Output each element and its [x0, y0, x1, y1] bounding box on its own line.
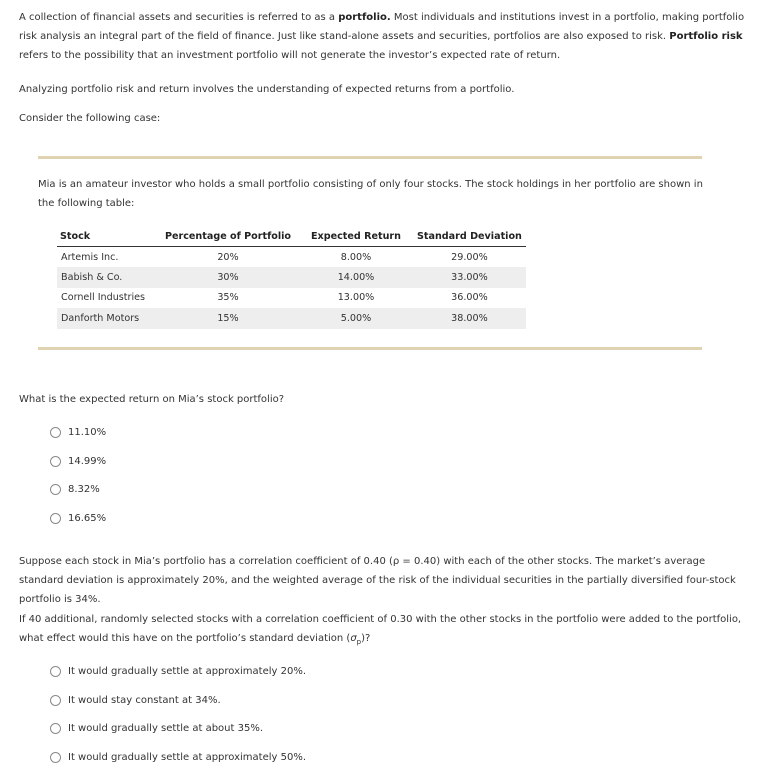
analysis-paragraph: Analyzing portfolio risk and return involves the understanding of expected returns from a portfolio. [19, 84, 515, 95]
header-standard-deviation: Standard Deviation [413, 227, 526, 247]
table-row [57, 308, 526, 329]
header-percentage: Percentage of Portfolio [157, 227, 299, 247]
radio-button-icon[interactable] [50, 513, 61, 524]
option-label: 11.10% [68, 426, 107, 438]
radio-button-icon[interactable] [50, 427, 61, 438]
cell-expected-return: 13.00% [337, 292, 375, 304]
cell-expected-return: 5.00% [299, 308, 413, 329]
question-text-end: )? [361, 633, 371, 644]
cell-percentage: 30% [157, 267, 299, 288]
cell-stock: Cornell Industries [61, 292, 146, 304]
cell-expected-return: 8.00% [340, 251, 372, 263]
option-label: It would gradually settle at about 35%. [68, 722, 264, 734]
q1-option-4[interactable] [50, 510, 106, 526]
q1-option-3[interactable] [50, 481, 100, 497]
table-header-row [57, 227, 526, 247]
consider-case-text: Consider the following case: [19, 113, 161, 124]
question-portfolio-std-dev [19, 610, 749, 648]
term-portfolio: portfolio. [338, 12, 391, 23]
intro-text-1: A collection of financial assets and securities is referred to as a [19, 12, 339, 23]
option-label: 8.32% [68, 483, 100, 495]
option-label: 16.65% [68, 512, 107, 524]
sigma-subscript: p [356, 638, 362, 646]
option-label: It would gradually settle at approximately 20%. [68, 665, 307, 677]
cell-standard-deviation: 38.00% [413, 308, 526, 329]
case-bottom-divider [38, 347, 702, 350]
cell-stock: Danforth Motors [57, 308, 157, 329]
header-stock: Stock [57, 227, 157, 247]
cell-percentage: 15% [157, 308, 299, 329]
radio-button-icon[interactable] [50, 723, 61, 734]
option-label: 14.99% [68, 455, 107, 467]
case-top-divider [38, 156, 702, 159]
radio-button-icon[interactable] [50, 695, 61, 706]
sigma-symbol: σ [350, 633, 357, 644]
q1-option-1[interactable] [50, 424, 106, 440]
table-row [57, 288, 526, 309]
question-expected-return: What is the expected return on Mia’s stock portfolio? [19, 394, 285, 405]
q1-option-2[interactable] [50, 453, 106, 469]
case-description: Mia is an amateur investor who holds a small portfolio consisting of only four stocks. The stock holdings in her portfolio are shown in the following table: [38, 179, 703, 209]
cell-stock: Babish & Co. [57, 267, 157, 288]
header-expected-return: Expected Return [299, 227, 413, 247]
cell-standard-deviation: 33.00% [413, 267, 526, 288]
intro-text-2: Most individuals and institutions invest in a portfolio, making portfolio risk analysis an integral part of the field of finance. Just like stand-alone assets and securities, portfolios are also exposed to risk. [19, 12, 745, 42]
radio-button-icon[interactable] [50, 456, 61, 467]
cell-expected-return: 14.00% [299, 267, 413, 288]
cell-standard-deviation: 29.00% [451, 251, 488, 263]
radio-button-icon[interactable] [50, 484, 61, 495]
cell-percentage: 20% [217, 251, 239, 263]
q3-option-3[interactable] [50, 720, 263, 736]
holdings-table [57, 227, 526, 329]
option-label: It would gradually settle at approximately 50%. [68, 751, 307, 763]
cell-stock: Artemis Inc. [61, 251, 119, 263]
option-label: It would stay constant at 34%. [68, 694, 221, 706]
intro-text-3: refers to the possibility that an investment portfolio will not generate the investor’s expected rate of return. [19, 50, 561, 61]
radio-button-icon[interactable] [50, 666, 61, 677]
radio-button-icon[interactable] [50, 752, 61, 763]
table-row [57, 247, 526, 268]
term-portfolio-risk: Portfolio risk [669, 31, 743, 42]
cell-standard-deviation: 36.00% [451, 292, 488, 304]
question-text: If 40 additional, randomly selected stocks with a correlation coefficient of 0.30 with the other stocks in the portfolio were added to the portfolio, what effect would this have on the portfolio’s standard deviation ( [19, 614, 742, 644]
cell-percentage: 35% [217, 292, 239, 304]
q3-option-4[interactable] [50, 749, 306, 765]
table-row [57, 267, 526, 288]
q3-option-2[interactable] [50, 692, 221, 708]
correlation-scenario-text: Suppose each stock in Mia’s portfolio has a correlation coefficient of 0.40 (ρ = 0.40) with each of the other stocks. The market’s average standard deviation is approximately 20%, and the weighted average of the risk of the individual securities in the partially diversified four-stock portfolio is 34%. [19, 556, 736, 605]
intro-paragraph [19, 8, 749, 65]
q3-option-1[interactable] [50, 663, 306, 679]
